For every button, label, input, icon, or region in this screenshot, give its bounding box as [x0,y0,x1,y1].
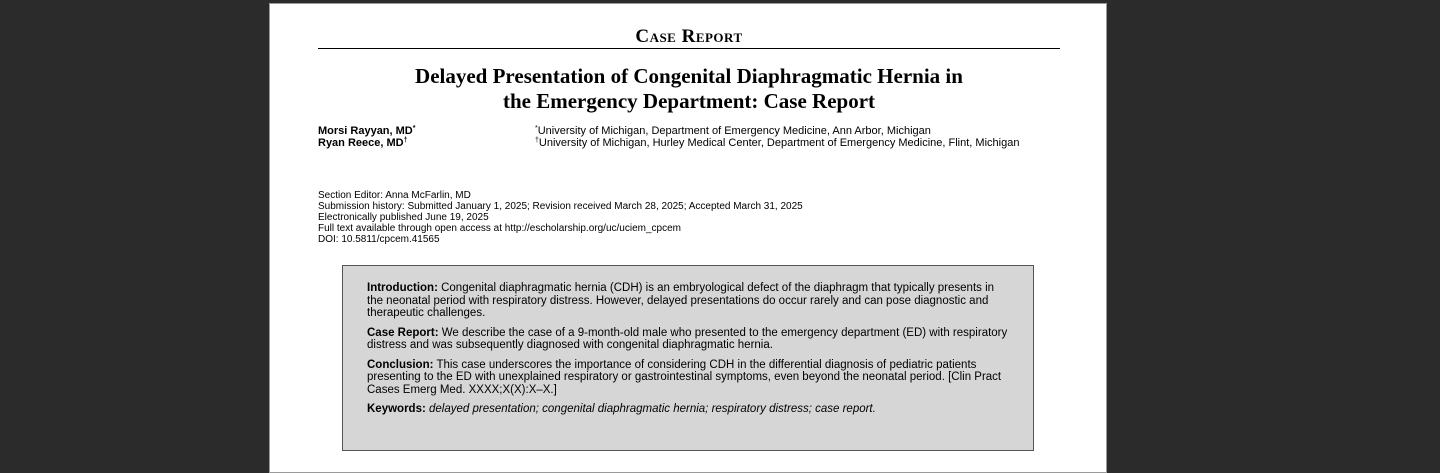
affiliation-mark: * [535,125,538,132]
keywords-label: Keywords: [367,403,426,415]
author-list [318,125,528,149]
section-header: Case Report [635,26,743,47]
author-name: Morsi Rayyan, MD [318,125,413,137]
abstract-case-report [367,327,1009,352]
conclusion-label: Conclusion: [367,358,434,371]
introduction-label: Introduction: [367,282,438,294]
abstract-keywords [367,403,1009,416]
title-line-2: the Emergency Department: Case Report [502,89,876,113]
introduction-text: Congenital diaphragmatic hernia (CDH) is an embryological defect of the diaphragm that typically presents in the neonatal period with respiratory distress. However, delayed presentations do occur rarely and can pose diagnostic and therapeutic challenges. [367,282,995,319]
affiliation [535,137,1065,149]
title-line-1: Delayed Presentation of Congenital Diaphragmatic Hernia in [415,64,963,88]
abstract-box [342,265,1034,451]
affiliation-list [535,125,1065,149]
submission-history: Submission history: Submitted January 1, 2025; Revision received March 28, 2025; Accepted March 31, 2025 [318,201,803,212]
author-mark: † [403,137,408,144]
article-title [318,64,1060,114]
full-text-link[interactable]: Full text available through open access at http://escholarship.org/uc/uciem_cpcem [318,223,681,234]
affiliation-mark: † [535,137,539,144]
case-report-text: We describe the case of a 9-month-old male who presented to the emergency department (ED) with respiratory distress and was subsequently diagnosed with congenital diaphragmatic hernia. [367,326,1008,351]
case-report-label: Case Report: [367,326,439,339]
article-metadata [318,190,1060,245]
affiliation-text: University of Michigan, Department of Emergency Medicine, Ann Arbor, Michigan [537,125,931,137]
author [318,125,528,137]
author-mark: * [412,125,416,132]
conclusion-text: This case underscores the importance of considering CDH in the differential diagnosis of pediatric patients presenting to the ED with unexplained respiratory or gastrointestinal symptoms, even beyond the neonatal period. [Clin Pract Cases Emerg Med. XXXX;X(X):X–X.] [367,358,1002,396]
abstract-conclusion [367,359,1009,397]
affiliation-text: University of Michigan, Hurley Medical Center, Department of Emergency Medicine, Flint, Michigan [538,137,1020,149]
doi[interactable]: DOI: 10.5811/cpcem.41565 [318,234,440,245]
document-page [269,3,1107,473]
author-name: Ryan Reece, MD [318,137,404,149]
abstract-introduction [367,282,1009,320]
affiliation [535,125,1065,137]
publication-date: Electronically published June 19, 2025 [318,212,489,223]
section-editor: Section Editor: Anna McFarlin, MD [318,190,471,201]
keywords-text: delayed presentation; congenital diaphragmatic hernia; respiratory distress; case report. [429,403,876,415]
header-divider [318,48,1060,49]
author [318,137,528,149]
